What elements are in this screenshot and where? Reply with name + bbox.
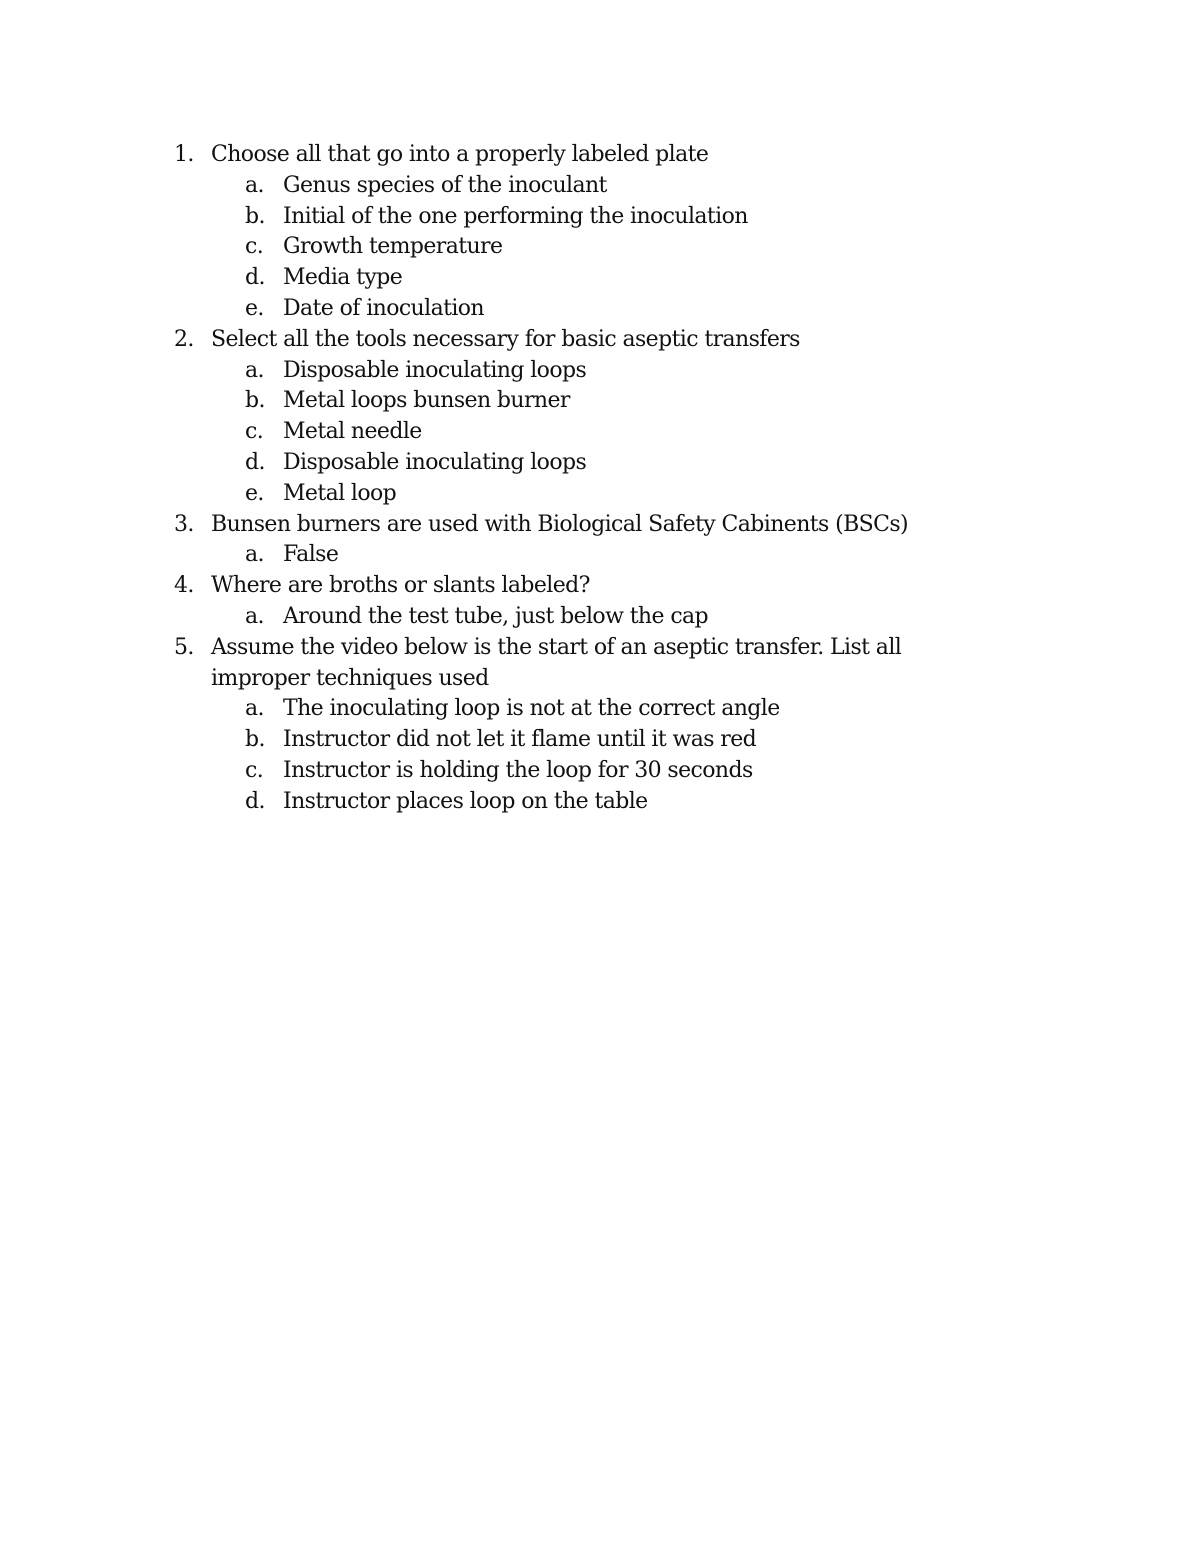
- option-letter: d.: [245, 449, 265, 475]
- option-item: [0, 294, 1200, 325]
- option-letter: a.: [245, 172, 264, 198]
- option-item: [0, 787, 1200, 818]
- option-item: [0, 232, 1200, 263]
- question-5: [0, 633, 1200, 695]
- question-text: Choose all that go into a properly labeled plate: [211, 142, 709, 167]
- question-text: Assume the video below is the start of an aseptic transfer. List all improper techniques used: [211, 634, 902, 691]
- option-text: Disposable inoculating loops: [283, 449, 587, 475]
- option-item: [0, 725, 1200, 756]
- option-item: [0, 171, 1200, 202]
- option-text: The inoculating loop is not at the correct angle: [283, 696, 780, 722]
- option-letter: c.: [245, 234, 264, 260]
- option-letter: d.: [245, 265, 265, 291]
- option-item: [0, 263, 1200, 294]
- option-text: Metal needle: [283, 419, 422, 445]
- question-number: 3.: [174, 511, 194, 537]
- option-item: [0, 479, 1200, 510]
- option-text: Around the test tube, just below the cap: [283, 603, 709, 629]
- option-item: [0, 448, 1200, 479]
- option-item: [0, 417, 1200, 448]
- question-number: 1.: [174, 142, 194, 167]
- question-text: Bunsen burners are used with Biological Safety Cabinents (BSCs): [211, 511, 909, 537]
- question-number: 5.: [174, 634, 194, 660]
- option-item: [0, 694, 1200, 725]
- option-text: Metal loop: [283, 480, 397, 506]
- option-letter: b.: [245, 727, 265, 753]
- option-text: Media type: [283, 265, 403, 291]
- question-list: [0, 140, 1200, 818]
- option-letter: e.: [245, 295, 264, 321]
- option-text: False: [283, 542, 339, 568]
- question-2: [0, 325, 1200, 356]
- option-text: Genus species of the inoculant: [283, 172, 607, 198]
- option-letter: b.: [245, 388, 265, 414]
- option-item: [0, 540, 1200, 571]
- option-letter: a.: [245, 696, 264, 722]
- option-letter: e.: [245, 480, 264, 506]
- question-1: [0, 140, 1200, 171]
- option-text: Date of inoculation: [283, 295, 484, 321]
- question-text: Select all the tools necessary for basic aseptic transfers: [211, 326, 800, 352]
- question-4: [0, 571, 1200, 602]
- option-text: Instructor did not let it flame until it was red: [283, 727, 757, 753]
- option-text: Instructor places loop on the table: [283, 788, 648, 814]
- option-item: [0, 202, 1200, 233]
- option-letter: c.: [245, 419, 264, 445]
- question-number: 4.: [174, 573, 194, 599]
- option-letter: a.: [245, 603, 264, 629]
- option-item: [0, 356, 1200, 387]
- option-item: [0, 386, 1200, 417]
- question-3: [0, 510, 1200, 541]
- option-letter: b.: [245, 203, 265, 229]
- option-item: [0, 756, 1200, 787]
- option-text: Initial of the one performing the inoculation: [283, 203, 748, 229]
- option-letter: c.: [245, 757, 264, 783]
- question-text: Where are broths or slants labeled?: [211, 573, 590, 599]
- option-item: [0, 602, 1200, 633]
- option-text: Metal loops bunsen burner: [283, 388, 570, 414]
- option-letter: a.: [245, 357, 264, 383]
- option-letter: a.: [245, 542, 264, 568]
- option-letter: d.: [245, 788, 265, 814]
- option-text: Instructor is holding the loop for 30 seconds: [283, 757, 753, 783]
- question-number: 2.: [174, 326, 194, 352]
- option-text: Growth temperature: [283, 234, 503, 260]
- option-text: Disposable inoculating loops: [283, 357, 587, 383]
